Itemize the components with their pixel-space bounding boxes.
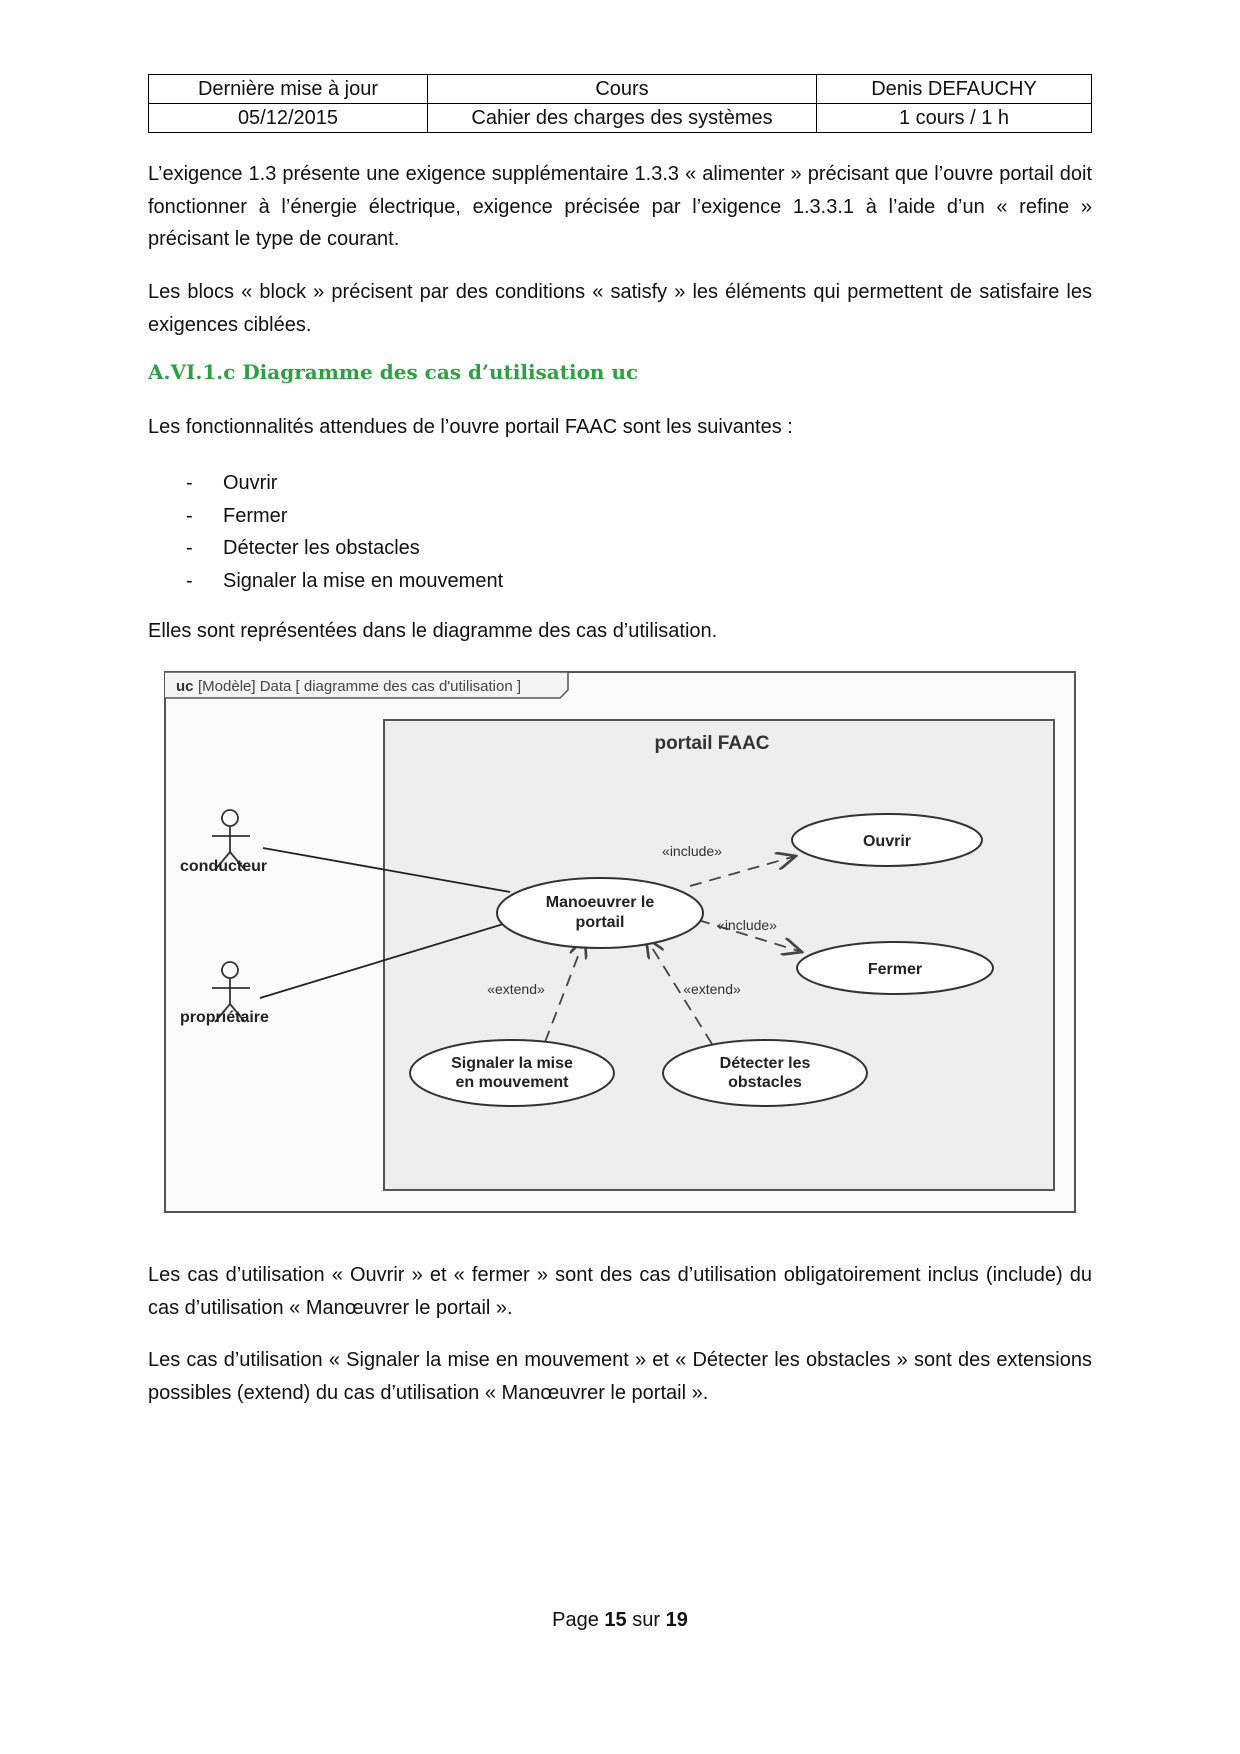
- extend-label-detecter: «extend»: [683, 981, 741, 997]
- frame-prefix: uc: [176, 678, 194, 695]
- footer-page-number: 15: [604, 1609, 627, 1631]
- usecase-diagram: [160, 670, 1080, 1220]
- header-type-label: Cours: [428, 75, 817, 104]
- list-item: - Signaler la mise en mouvement: [148, 565, 503, 598]
- include-label-ouvrir: «include»: [662, 843, 722, 859]
- usecase-fermer-label: Fermer: [867, 961, 923, 978]
- usecase-detecter-line1: Détecter les: [719, 1055, 811, 1072]
- paragraph-diagram-intro: Elles sont représentées dans le diagramme des cas d’utilisation.: [148, 620, 718, 642]
- paragraph-exigence: L’exigence 1.3 présente une exigence supplémentaire 1.3.3 « alimenter » précisant que l’ouvre portail doit fonctionner à l’énergie électrique, exigence précisée par l’exigence 1.3.3.1 à l’aide d’un « refine » précisant le type de courant.: [148, 163, 1092, 250]
- usecase-signaler-line1: Signaler la mise: [451, 1055, 573, 1072]
- paragraph-intro-list: Les fonctionnalités attendues de l’ouvre portail FAAC sont les suivantes :: [148, 416, 793, 438]
- footer-prefix: Page: [552, 1609, 599, 1631]
- frame-title: [Modèle] Data [ diagramme des cas d'utilisation ]: [198, 678, 522, 695]
- usecase-ouvrir-label: Ouvrir: [862, 833, 912, 850]
- page-footer: [0, 1609, 1240, 1632]
- header-duration: 1 cours / 1 h: [817, 104, 1092, 133]
- actor-proprietaire-label: propriétaire: [180, 1009, 269, 1026]
- footer-page-total: 19: [665, 1609, 688, 1631]
- usecase-detecter-line2: obstacles: [728, 1074, 802, 1091]
- usecase-manoeuvrer-line1: Manoeuvrer le: [545, 894, 655, 911]
- extend-label-signaler: «extend»: [487, 981, 545, 997]
- header-last-update-label: Dernière mise à jour: [149, 75, 428, 104]
- paragraph-include: Les cas d’utilisation « Ouvrir » et « fermer » sont des cas d’utilisation obligatoirement inclus (include) du cas d’utilisation « Manœuvrer le portail ».: [148, 1264, 1092, 1319]
- header-table: [148, 74, 1092, 133]
- header-course-title: Cahier des charges des systèmes: [428, 104, 817, 133]
- paragraph-extend: Les cas d’utilisation « Signaler la mise en mouvement » et « Détecter les obstacles » sont des extensions possibles (extend) du cas d’utilisation « Manœuvrer le portail ».: [148, 1349, 1092, 1404]
- list-item: - Fermer: [148, 500, 503, 533]
- usecase-detecter: [663, 1040, 867, 1106]
- list-item: - Détecter les obstacles: [148, 532, 503, 565]
- include-label-fermer: «include»: [717, 917, 777, 933]
- feature-list: [148, 467, 503, 597]
- usecase-manoeuvrer: [497, 878, 703, 948]
- paragraph-blocks: Les blocs « block » précisent par des conditions « satisfy » les éléments qui permettent de satisfaire les exigences ciblées.: [148, 281, 1092, 336]
- section-heading: A.VI.1.c Diagramme des cas d’utilisation uc: [148, 360, 639, 384]
- footer-middle: sur: [632, 1609, 661, 1631]
- list-item: - Ouvrir: [148, 467, 503, 500]
- system-name: portail FAAC: [654, 733, 770, 754]
- header-date: 05/12/2015: [149, 104, 428, 133]
- usecase-signaler-line2: en mouvement: [455, 1074, 569, 1091]
- actor-conducteur-label: conducteur: [180, 858, 268, 875]
- usecase-signaler: [410, 1040, 614, 1106]
- header-author: Denis DEFAUCHY: [817, 75, 1092, 104]
- usecase-manoeuvrer-line2: portail: [575, 914, 625, 931]
